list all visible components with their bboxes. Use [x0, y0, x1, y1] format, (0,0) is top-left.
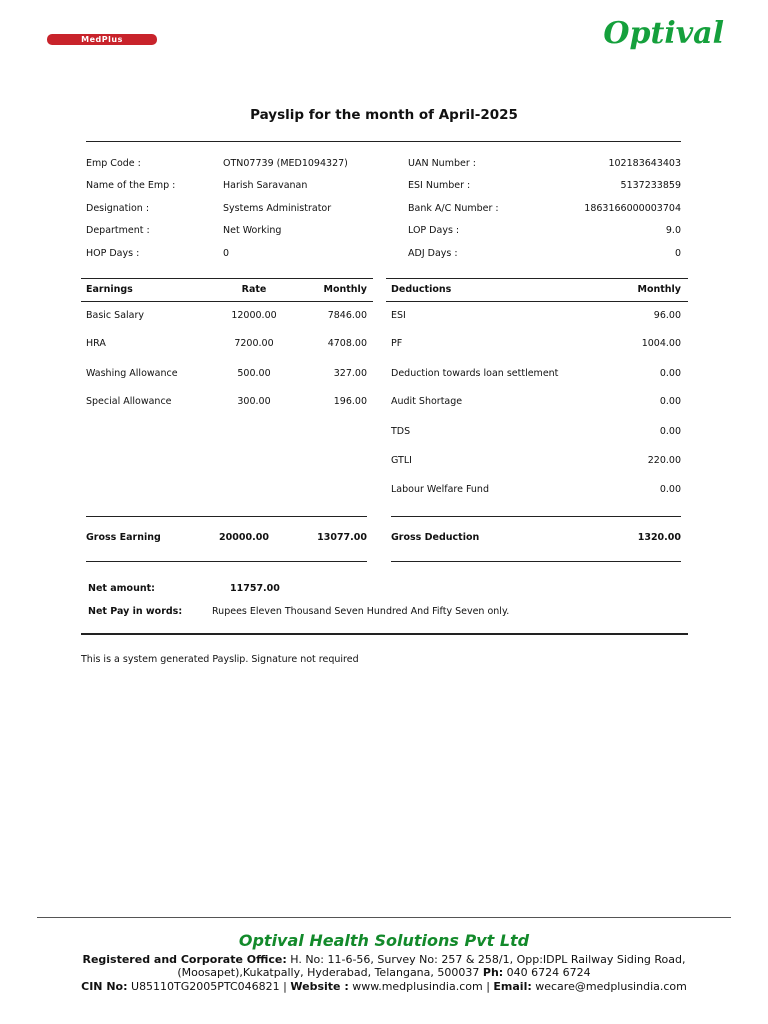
website-label: Website : — [290, 980, 349, 993]
emp-code-label: Emp Code : — [86, 158, 141, 169]
email-link[interactable]: wecare@medplusindia.com — [531, 980, 687, 993]
earning-monthly: 196.00 — [333, 396, 367, 407]
footer-contact-line — [0, 980, 768, 993]
deduction-monthly: 0.00 — [659, 484, 681, 495]
deduction-name: ESI — [391, 310, 406, 321]
footer-company-name: Optival Health Solutions Pvt Ltd — [238, 931, 530, 950]
divider — [86, 141, 681, 142]
cin-number: U85110TG2005PTC046821 | — [127, 980, 291, 993]
deduction-monthly: 0.00 — [659, 396, 681, 407]
website-link[interactable]: www.medplusindia.com | — [348, 980, 494, 993]
bank-account-value: 1863166000003704 — [584, 203, 681, 214]
deduction-monthly: 220.00 — [647, 455, 681, 466]
earning-name: Basic Salary — [86, 310, 145, 321]
deduction-name: Audit Shortage — [391, 396, 463, 407]
earning-rate: 500.00 — [237, 368, 271, 379]
deduction-monthly: 0.00 — [659, 368, 681, 379]
earning-rate: 12000.00 — [231, 310, 277, 321]
cin-label: CIN No: — [81, 980, 128, 993]
rate-header: Rate — [241, 284, 267, 295]
divider — [391, 516, 681, 517]
optival-logo: Optival — [603, 16, 724, 51]
hop-days-label: HOP Days : — [86, 248, 140, 259]
deduction-name: GTLI — [391, 455, 412, 466]
divider — [81, 278, 373, 279]
earning-name: HRA — [86, 338, 106, 349]
net-amount-label: Net amount: — [88, 583, 155, 594]
divider — [386, 278, 688, 279]
divider — [37, 917, 731, 918]
medplus-logo: MedPlus — [47, 34, 157, 45]
gross-earning-label: Gross Earning — [86, 532, 161, 543]
gross-deduction-label: Gross Deduction — [391, 532, 480, 543]
divider — [391, 561, 681, 562]
phone-label: Ph: — [482, 966, 504, 979]
lop-days-value: 9.0 — [665, 225, 681, 236]
earning-monthly: 327.00 — [333, 368, 367, 379]
earnings-monthly-header: Monthly — [323, 284, 367, 295]
net-amount-value: 11757.00 — [230, 583, 280, 594]
divider — [86, 516, 367, 517]
earning-monthly: 4708.00 — [327, 338, 367, 349]
divider — [81, 633, 688, 635]
emp-name-label: Name of the Emp : — [86, 180, 176, 191]
deduction-name: Labour Welfare Fund — [391, 484, 489, 495]
footer-address-line-1 — [0, 953, 768, 966]
esi-number-label: ESI Number : — [408, 180, 471, 191]
page-title: Payslip for the month of April-2025 — [250, 107, 518, 123]
hop-days-value: 0 — [223, 248, 230, 259]
gross-earning-rate: 20000.00 — [219, 532, 269, 543]
earning-name: Washing Allowance — [86, 368, 178, 379]
deduction-monthly: 96.00 — [653, 310, 681, 321]
designation-label: Designation : — [86, 203, 150, 214]
lop-days-label: LOP Days : — [408, 225, 460, 236]
divider — [86, 561, 367, 562]
office-address-2: (Moosapet),Kukatpally, Hyderabad, Telangana, 500037 — [177, 966, 483, 979]
deduction-monthly: 1004.00 — [641, 338, 681, 349]
department-label: Department : — [86, 225, 150, 236]
earning-rate: 7200.00 — [234, 338, 274, 349]
office-label: Registered and Corporate Office: — [82, 953, 287, 966]
net-pay-words-label: Net Pay in words: — [88, 606, 183, 617]
deduction-name: PF — [391, 338, 403, 349]
divider — [386, 301, 688, 302]
emp-code-value: OTN07739 (MED1094327) — [223, 158, 348, 169]
gross-earning-monthly: 13077.00 — [317, 532, 367, 543]
phone-number: 040 6724 6724 — [503, 966, 591, 979]
net-pay-words-value: Rupees Eleven Thousand Seven Hundred And Fifty Seven only. — [212, 606, 510, 617]
earning-name: Special Allowance — [86, 396, 172, 407]
department-value: Net Working — [223, 225, 282, 236]
earning-rate: 300.00 — [237, 396, 271, 407]
uan-label: UAN Number : — [408, 158, 476, 169]
office-address: H. No: 11-6-56, Survey No: 257 & 258/1, Opp:IDPL Railway Siding Road, — [286, 953, 686, 966]
bank-account-label: Bank A/C Number : — [408, 203, 499, 214]
earning-monthly: 7846.00 — [327, 310, 367, 321]
deduction-monthly: 0.00 — [659, 426, 681, 437]
deduction-name: Deduction towards loan settlement — [391, 368, 559, 379]
uan-value: 102183643403 — [608, 158, 681, 169]
adj-days-value: 0 — [674, 248, 681, 259]
emp-name-value: Harish Saravanan — [223, 180, 308, 191]
deductions-header: Deductions — [391, 284, 452, 295]
system-note: This is a system generated Payslip. Signature not required — [81, 654, 359, 665]
designation-value: Systems Administrator — [223, 203, 332, 214]
esi-number-value: 5137233859 — [620, 180, 681, 191]
adj-days-label: ADJ Days : — [408, 248, 458, 259]
footer-address-line-2 — [0, 966, 768, 979]
email-label: Email: — [493, 980, 532, 993]
deduction-name: TDS — [391, 426, 411, 437]
gross-deduction-monthly: 1320.00 — [637, 532, 681, 543]
deductions-monthly-header: Monthly — [637, 284, 681, 295]
earnings-header: Earnings — [86, 284, 133, 295]
divider — [81, 301, 373, 302]
